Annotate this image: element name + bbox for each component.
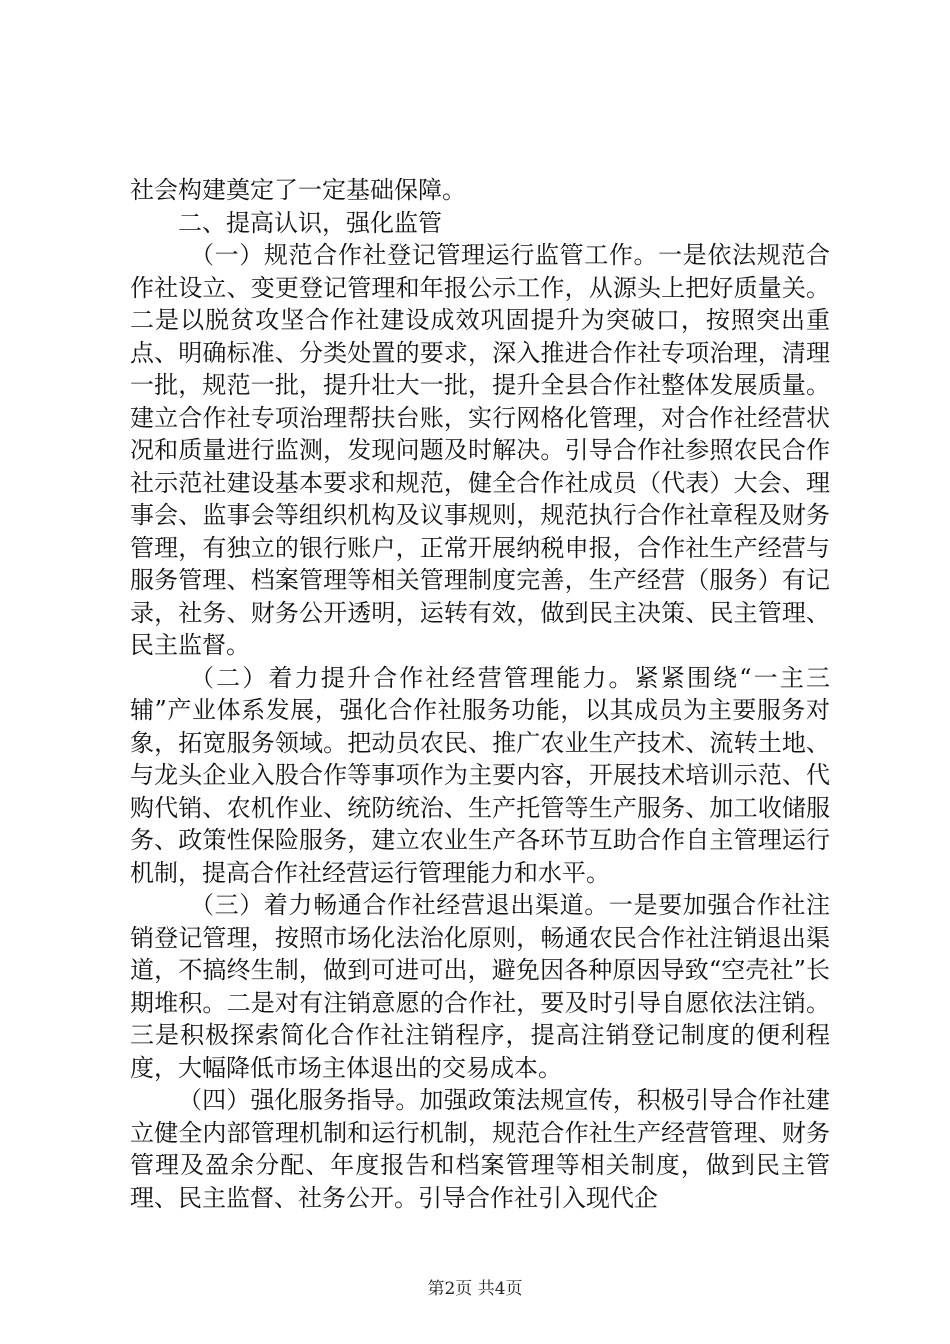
paragraph-continuation: 社会构建奠定了一定基础保障。: [130, 176, 466, 204]
paragraph-section-3: （三）着力畅通合作社经营退出渠道。一是要加强合作社注销登记管理，按照市场化法治化原则，畅通农民合作社注销退出渠道，不搞终生制，做到可进可出，避免因各种原因导致“空壳社”长期堆积。二是对有注销意愿的合作社，要及时引导自愿依法注销。三是积极探索简化合作社注销程序，提高注销登记制度的便利程度，大幅降低市场主体退出的交易成本。: [130, 891, 830, 1082]
document-body: [130, 174, 830, 1214]
page-number-footer: 第2页 共4页: [427, 1279, 523, 1299]
paragraph-section-2: （二）着力提升合作社经营管理能力。紧紧围绕“一主三辅”产业体系发展，强化合作社服务功能，以其成员为主要服务对象，拓宽服务领域。把动员农民、推广农业生产技术、流转土地、与龙头企业入股合作等事项作为主要内容，开展技术培训示范、代购代销、农机作业、统防统治、生产托管等生产服务、加工收储服务、政策性保险服务，建立农业生产各环节互助合作自主管理运行机制，提高合作社经营运行管理能力和水平。: [130, 663, 830, 887]
paragraph-section-1: （一）规范合作社登记管理运行监管工作。一是依法规范合作社设立、变更登记管理和年报公示工作，从源头上把好质量关。二是以脱贫攻坚合作社建设成效巩固提升为突破口，按照突出重点、明确标准、分类处置的要求，深入推进合作社专项治理，清理一批，规范一批，提升壮大一批，提升全县合作社整体发展质量。建立合作社专项治理帮扶台账，实行网格化管理，对合作社经营状况和质量进行监测，发现问题及时解决。引导合作社参照农民合作社示范社建设基本要求和规范，健全合作社成员（代表）大会、理事会、监事会等组织机构及议事规则，规范执行合作社章程及财务管理，有独立的银行账户，正常开展纳税申报，合作社生产经营与服务管理、档案管理等相关管理制度完善，生产经营（服务）有记录，社务、财务公开透明，运转有效，做到民主决策、民主管理、民主监督。: [130, 241, 830, 659]
section-heading: 二、提高认识，强化监管: [178, 208, 442, 237]
paragraph-section-4: （四）强化服务指导。加强政策法规宣传，积极引导合作社建立健全内部管理机制和运行机制，规范合作社生产经营管理、财务管理及盈余分配、年度报告和档案管理等相关制度，做到民主管理、民主监督、社务公开。引导合作社引入现代企: [130, 1086, 830, 1212]
